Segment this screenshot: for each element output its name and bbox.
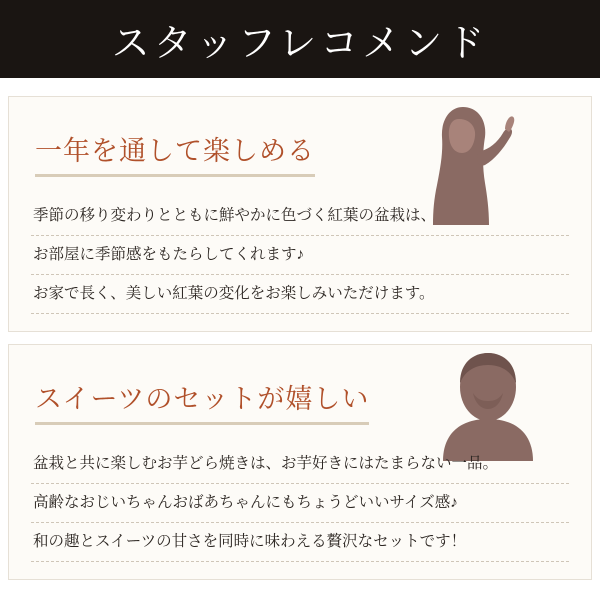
page-title: スタッフレコメンド xyxy=(111,22,489,65)
card-2-heading xyxy=(35,377,369,425)
recommend-card-1 xyxy=(8,96,592,332)
recommend-card-2 xyxy=(8,344,592,580)
card-2-line-3: 和の趣とスイーツの甘さを同時に味わえる贅沢なセットです！ xyxy=(31,523,569,562)
card-2-line-1: 盆栽と共に楽しむお芋どら焼きは、お芋好きにはたまらない一品。 xyxy=(31,445,569,484)
header-banner xyxy=(0,0,600,78)
card-1-heading xyxy=(35,129,315,177)
card-1-heading-text: 一年を通して楽しめる xyxy=(35,129,315,177)
card-1-line-1: 季節の移り変わりとともに鮮やかに色づく紅葉の盆栽は、 xyxy=(31,197,569,236)
card-1-body xyxy=(31,197,569,314)
card-2-heading-text: スイーツのセットが嬉しい xyxy=(35,377,369,425)
card-1-line-2: お部屋に季節感をもたらしてくれます♪ xyxy=(31,236,569,275)
card-2-body xyxy=(31,445,569,562)
card-2-line-2: 高齢なおじいちゃんおばあちゃんにもちょうどいいサイズ感♪ xyxy=(31,484,569,523)
card-1-line-3: お家で長く、美しい紅葉の変化をお楽しみいただけます。 xyxy=(31,275,569,314)
